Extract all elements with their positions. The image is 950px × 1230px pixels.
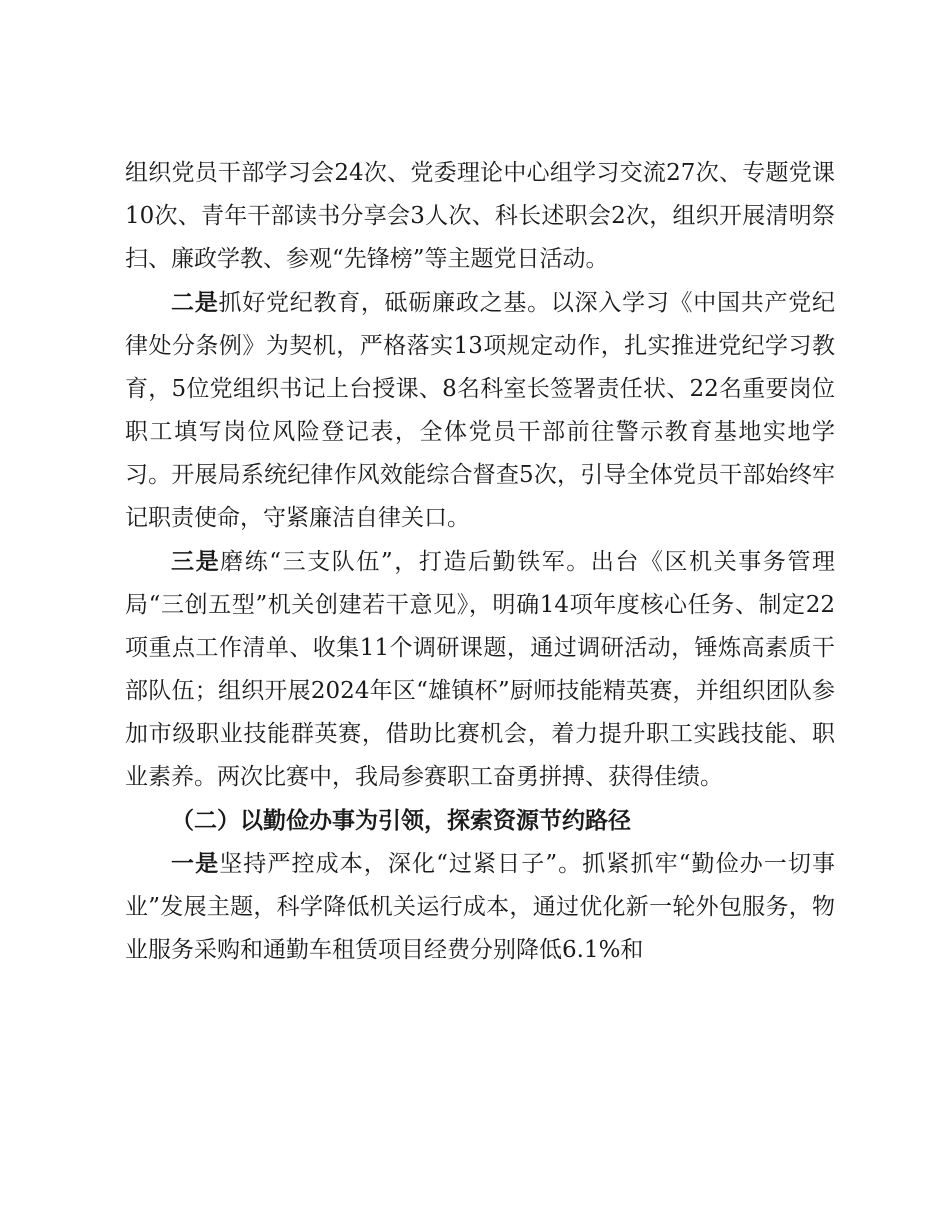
paragraph-lead: 三是 <box>171 548 221 575</box>
paragraph-text: 磨练“三支队伍”，打造后勤铁军。出台《区机关事务管理局“三创五型”机关创建若干意见》，明确14项年度核心任务、制定22项重点工作清单、收集11个调研课题，通过调研活动，锤炼高素质干部队伍；组织开展2024年区“雄镇杯”厨师技能精英赛，并组织团队参加市级职业技能群英赛，借助比赛机会，着力提升职工实践技能、职业素养。两次比赛中，我局参赛职工奋勇拼搏、获得佳绩。 <box>125 549 835 790</box>
paragraph-lead: 一是 <box>171 850 220 877</box>
paragraph-three <box>125 540 835 799</box>
paragraph-text: 坚持严控成本，深化“过紧日子”。抓紧抓牢“勤俭办一切事业”发展主题，科学降低机关运行成本，通过优化新一轮外包服务，物业服务采购和通勤车租赁项目经费分别降低6.1%和 <box>125 851 836 963</box>
paragraph-text: 抓好党纪教育，砥砺廉政之基。以深入学习《中国共产党纪律处分条例》为契机，严格落实13项规定动作，扎实推进党纪学习教育，5位党组织书记上台授课、8名科室长签署责任状、22名重要岗位职工填写岗位风险登记表，全体党员干部前往警示教育基地实地学习。开展局系统纪律作风效能综合督查5次，引导全体党员干部始终牢记职责使命，守紧廉洁自律关口。 <box>125 290 836 531</box>
paragraph-continued <box>125 152 835 281</box>
paragraph-text: 组织党员干部学习会24次、党委理论中心组学习交流27次、专题党课10次、青年干部读书分享会3人次、科长述职会2次，组织开展清明祭扫、廉政学教、参观“先锋榜”等主题党日活动。 <box>125 160 835 272</box>
paragraph-section-one <box>125 842 835 972</box>
document-page <box>125 152 835 972</box>
paragraph-lead: 二是 <box>171 289 219 316</box>
paragraph-two <box>125 281 835 540</box>
section-heading: （二）以勤俭办事为引领，探索资源节约路径 <box>171 807 631 834</box>
